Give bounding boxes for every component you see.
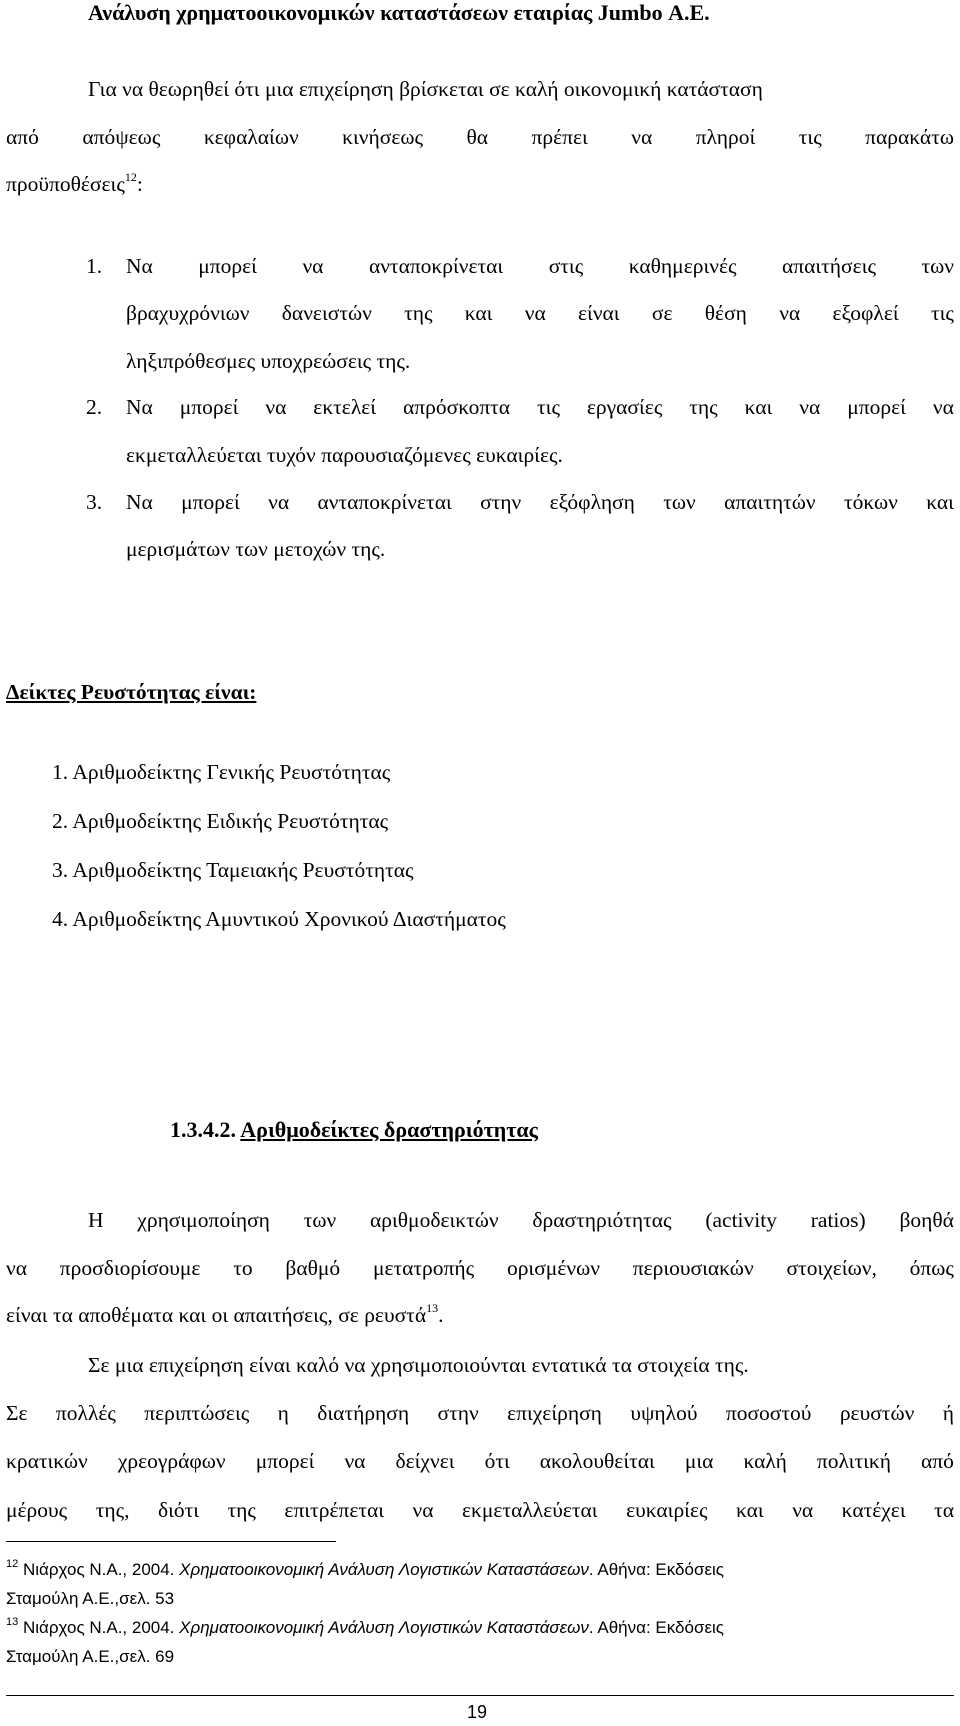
word: να	[792, 1498, 814, 1522]
word: βραχυχρόνιων	[126, 301, 250, 325]
word: των	[921, 254, 954, 278]
word: όπως	[909, 1256, 954, 1280]
word: κρατικών	[6, 1449, 88, 1473]
word: ρευστών	[839, 1401, 915, 1425]
intro-line-3-end: :	[136, 172, 143, 196]
word: επιτρέπεται	[284, 1498, 385, 1522]
page-bottom-rule	[6, 1695, 954, 1696]
footnote-13-title: Χρηματοοικονομική Ανάλυση Λογιστικών Καταστάσεων	[179, 1618, 589, 1637]
footnote-13-line-2: Σταμούλη Α.Ε.,σελ. 69	[6, 1647, 175, 1666]
word: να	[631, 125, 653, 149]
word: να	[524, 301, 546, 325]
para1-line-3-text: είναι τα αποθέματα και οι απαιτήσεις, σε ρευστά	[6, 1303, 427, 1327]
word: περιουσιακών	[632, 1256, 754, 1280]
word: ακολουθείται	[539, 1449, 655, 1473]
word: και	[744, 395, 773, 419]
word: μέρους	[6, 1498, 68, 1522]
footnote-12-number: 12	[6, 1558, 19, 1570]
word: διατήρηση	[317, 1401, 410, 1425]
word: επιχείρηση	[507, 1401, 602, 1425]
word: απρόσκοπτα	[403, 395, 511, 419]
word: και	[736, 1498, 764, 1522]
word: κατέχει	[841, 1498, 906, 1522]
word: μπορεί	[198, 254, 257, 278]
liquidity-item-3: 3. Αριθμοδείκτης Ταμειακής Ρευστότητας	[52, 858, 414, 882]
word: και	[926, 490, 954, 514]
word: η	[277, 1401, 289, 1425]
condition-3-number: 3.	[86, 490, 103, 514]
footnote-12-author: Νιάρχος Ν.Α., 2004.	[22, 1560, 180, 1579]
word: απαιτητών	[724, 490, 816, 514]
para2-line-3	[6, 1451, 954, 1473]
liquidity-item-4: 4. Αριθμοδείκτης Αμυντικού Χρονικού Διαστήματος	[52, 907, 506, 931]
condition-3-line-2: μερισμάτων των μετοχών της.	[126, 537, 386, 561]
word: ratios)	[810, 1208, 866, 1232]
word: να	[344, 1449, 366, 1473]
word: (activity	[705, 1208, 777, 1232]
condition-1-line-2	[126, 303, 954, 325]
word: τις	[798, 125, 822, 149]
condition-3-line-1	[126, 492, 954, 514]
word: πληροί	[695, 125, 756, 149]
word: υψηλού	[630, 1401, 698, 1425]
word: αριθμοδεικτών	[369, 1208, 499, 1232]
word: Να	[126, 490, 153, 514]
word: προσδιορίσουμε	[59, 1256, 201, 1280]
condition-2-line-1	[126, 397, 954, 419]
word: εργασίες	[586, 395, 663, 419]
word: απόψεως	[82, 125, 161, 149]
para1-line-2	[6, 1258, 954, 1280]
word: από	[921, 1449, 954, 1473]
word: Να	[126, 254, 153, 278]
footnote-ref-13[interactable]: 13	[426, 1301, 439, 1315]
page-number: 19	[467, 1702, 488, 1722]
condition-1-line-1	[126, 256, 954, 278]
word: των	[303, 1208, 337, 1232]
word: και	[464, 301, 493, 325]
word: δανειστών	[281, 301, 372, 325]
word: να	[268, 490, 290, 514]
word: σε	[651, 301, 673, 325]
word: ή	[942, 1401, 954, 1425]
word: βαθμό	[285, 1256, 341, 1280]
word: ανταποκρίνεται	[317, 490, 452, 514]
word: τις	[537, 395, 560, 419]
para1-line-3	[6, 1301, 444, 1327]
footnote-13	[6, 1616, 724, 1637]
word: τα	[934, 1498, 954, 1522]
word: εξόφληση	[549, 490, 635, 514]
word: Να	[126, 395, 153, 419]
word: πρέπει	[531, 125, 588, 149]
word: Σε	[6, 1401, 28, 1425]
word: ορισμένων	[506, 1256, 600, 1280]
condition-2-number: 2.	[86, 395, 103, 419]
liquidity-heading: Δείκτες Ρευστότητας είναι:	[6, 680, 257, 704]
word: πολλές	[55, 1401, 116, 1425]
word: δείχνει	[395, 1449, 455, 1473]
word: να	[302, 254, 324, 278]
intro-line-2	[6, 127, 954, 149]
word: κεφαλαίων	[203, 125, 299, 149]
word: ότι	[484, 1449, 510, 1473]
word: είναι	[578, 301, 620, 325]
word: να	[265, 395, 287, 419]
page-title: Ανάλυση χρηματοοικονομικών καταστάσεων εταιρίας Jumbo Α.Ε.	[88, 0, 710, 25]
word: μια	[684, 1449, 714, 1473]
word: χρησιμοποίηση	[137, 1208, 270, 1232]
word: στην	[480, 490, 522, 514]
section-number: 1.3.4.2.	[170, 1117, 236, 1142]
para2-line-4	[6, 1500, 954, 1522]
footnote-12	[6, 1558, 724, 1579]
footnote-13-number: 13	[6, 1616, 19, 1628]
word: στην	[437, 1401, 479, 1425]
word: παρακάτω	[865, 125, 954, 149]
word: να	[932, 395, 954, 419]
word: μπορεί	[255, 1449, 315, 1473]
word: τόκων	[843, 490, 898, 514]
word: θέση	[704, 301, 747, 325]
word: διότι	[157, 1498, 200, 1522]
word: απαιτήσεις	[782, 254, 876, 278]
word: χρεογράφων	[117, 1449, 226, 1473]
word: μπορεί	[181, 490, 240, 514]
word: να	[6, 1256, 27, 1280]
word: περιπτώσεις	[144, 1401, 250, 1425]
condition-1-number: 1.	[86, 254, 103, 278]
word: πολιτική	[816, 1449, 891, 1473]
word: ποσοστού	[725, 1401, 812, 1425]
word: ανταποκρίνεται	[368, 254, 504, 278]
para2-line-1: Σε μια επιχείρηση είναι καλό να χρησιμοποιούνται εντατικά τα στοιχεία της.	[88, 1353, 749, 1377]
word: εξοφλεί	[832, 301, 899, 325]
word: μπορεί	[847, 395, 906, 419]
word: στοιχείων,	[786, 1256, 877, 1280]
word: των	[663, 490, 696, 514]
word: της,	[95, 1498, 130, 1522]
word: ευκαιρίες	[626, 1498, 708, 1522]
footnote-13-author: Νιάρχος Ν.Α., 2004.	[22, 1618, 180, 1637]
footnote-13-publisher: . Αθήνα: Εκδόσεις	[588, 1618, 724, 1637]
section-heading	[170, 1119, 538, 1141]
footnote-12-title: Χρηματοοικονομική Ανάλυση Λογιστικών Καταστάσεων	[179, 1560, 589, 1579]
intro-line-1: Για να θεωρηθεί ότι μια επιχείρηση βρίσκεται σε καλή οικονομική κατάσταση	[88, 77, 763, 101]
section-title: Αριθμοδείκτες δραστηριότητας	[240, 1117, 538, 1142]
para2-line-2	[6, 1403, 954, 1425]
word: τις	[930, 301, 954, 325]
intro-line-3	[6, 170, 143, 196]
word: να	[412, 1498, 434, 1522]
word: εκμεταλλεύεται	[462, 1498, 598, 1522]
condition-2-line-2: εκμεταλλεύεται τυχόν παρουσιαζόμενες ευκαιρίες.	[126, 443, 563, 467]
word: από	[6, 125, 39, 149]
footnote-ref-12[interactable]: 12	[124, 170, 137, 184]
word: θα	[466, 125, 489, 149]
word: στις	[548, 254, 584, 278]
footnote-12-line-2: Σταμούλη Α.Ε.,σελ. 53	[6, 1589, 175, 1608]
word: Η	[88, 1208, 104, 1232]
word: βοηθά	[899, 1208, 954, 1232]
word: της	[689, 395, 718, 419]
intro-line-3-text: προϋποθέσεις	[6, 172, 125, 196]
word: μετατροπής	[372, 1256, 475, 1280]
word: κινήσεως	[342, 125, 424, 149]
footnote-separator	[6, 1541, 336, 1542]
footnote-12-publisher: . Αθήνα: Εκδόσεις	[588, 1560, 724, 1579]
word: εκτελεί	[313, 395, 377, 419]
word: να	[799, 395, 821, 419]
condition-1-line-3: ληξιπρόθεσμες υποχρεώσεις της.	[126, 349, 411, 373]
liquidity-item-2: 2. Αριθμοδείκτης Ειδικής Ρευστότητας	[52, 809, 389, 833]
word: καθημερινές	[628, 254, 737, 278]
word: το	[233, 1256, 253, 1280]
word: μπορεί	[179, 395, 239, 419]
word: καλή	[743, 1449, 787, 1473]
word: να	[779, 301, 801, 325]
word: της	[404, 301, 433, 325]
para1-line-3-end: .	[438, 1303, 444, 1327]
word: της	[227, 1498, 256, 1522]
para1-line-1	[88, 1210, 954, 1232]
liquidity-item-1: 1. Αριθμοδείκτης Γενικής Ρευστότητας	[52, 760, 391, 784]
word: δραστηριότητας	[532, 1208, 672, 1232]
